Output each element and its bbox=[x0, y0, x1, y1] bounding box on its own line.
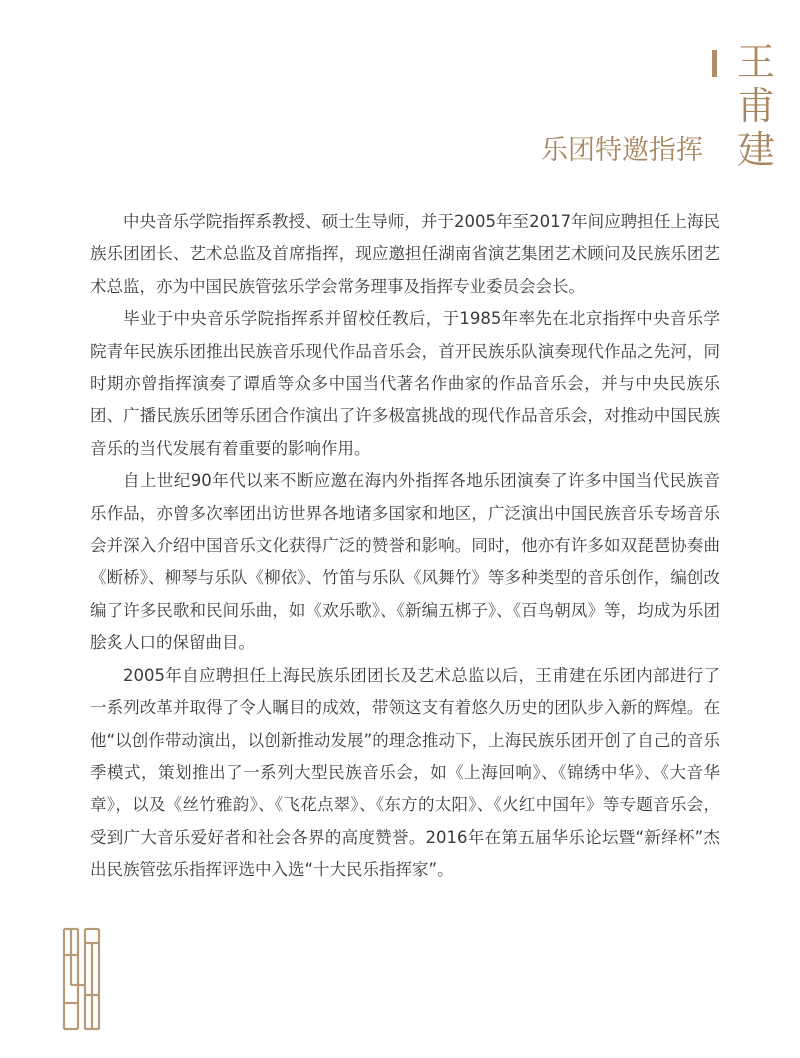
conductor-role: 乐团特邀指挥 bbox=[541, 135, 703, 166]
bio-paragraph: 自上世纪90年代以来不断应邀在海内外指挥各地乐团演奏了许多中国当代民族音乐作品，亦曾多次率团出访世界各地诸多国家和地区，广泛演出中国民族音乐专场音乐会并深入介绍中国音乐文化获得广泛的赞誉和影响。同时，他亦有许多如双琵琶协奏曲《断桥》、柳琴与乐队《柳依》、竹笛与乐队《风舞竹》等多种类型的音乐创作，编创改编了许多民歌和民间乐曲，如《欢乐歌》、《新编五梆子》、《百鸟朝凤》等，均成为乐团脍炙人口的保留曲目。 bbox=[90, 471, 720, 653]
biography bbox=[90, 206, 720, 887]
conductor-name: 王甫建 bbox=[736, 40, 775, 172]
bio-paragraph: 2005年自应聘担任上海民族乐团团长及艺术总监以后，王甫建在乐团内部进行了一系列改革并取得了令人瞩目的成效，带领这支有着悠久历史的团队步入新的辉煌。在他“以创作带动演出，以创新推动发展”的理念推动下，上海民族乐团开创了自己的音乐季模式，策划推出了一系列大型民族音乐会，如《上海回响》、《锦绣中华》、《大音华章》，以及《丝竹雅韵》、《飞花点翠》、《东方的太阳》、《火红中国年》等专题音乐会，受到广大音乐爱好者和社会各界的高度赞誉。2016年在第五届华乐论坛暨“新绎杯”杰出民族管弦乐指挥评选中入选“十大民乐指挥家”。 bbox=[90, 665, 720, 880]
orchestra-monogram-icon bbox=[58, 925, 104, 1033]
title-accent-bar bbox=[712, 50, 717, 77]
bio-paragraph: 毕业于中央音乐学院指挥系并留校任教后，于1985年率先在北京指挥中央音乐学院青年民族乐团推出民族音乐现代作品音乐会，首开民族乐队演奏现代作品之先河，同时期亦曾指挥演奏了谭盾等众多中国当代著名作曲家的作品音乐会，并与中央民族乐团、广播民族乐团等乐团合作演出了许多极富挑战的现代作品音乐会，对推动中国民族音乐的当代发展有着重要的影响作用。 bbox=[90, 309, 720, 458]
bio-paragraph: 中央音乐学院指挥系教授、硕士生导师，并于2005年至2017年间应聘担任上海民族乐团团长、艺术总监及首席指挥，现应邀担任湖南省演艺集团艺术顾问及民族乐团艺术总监，亦为中国民族管弦乐学会常务理事及指挥专业委员会会长。 bbox=[90, 212, 720, 296]
